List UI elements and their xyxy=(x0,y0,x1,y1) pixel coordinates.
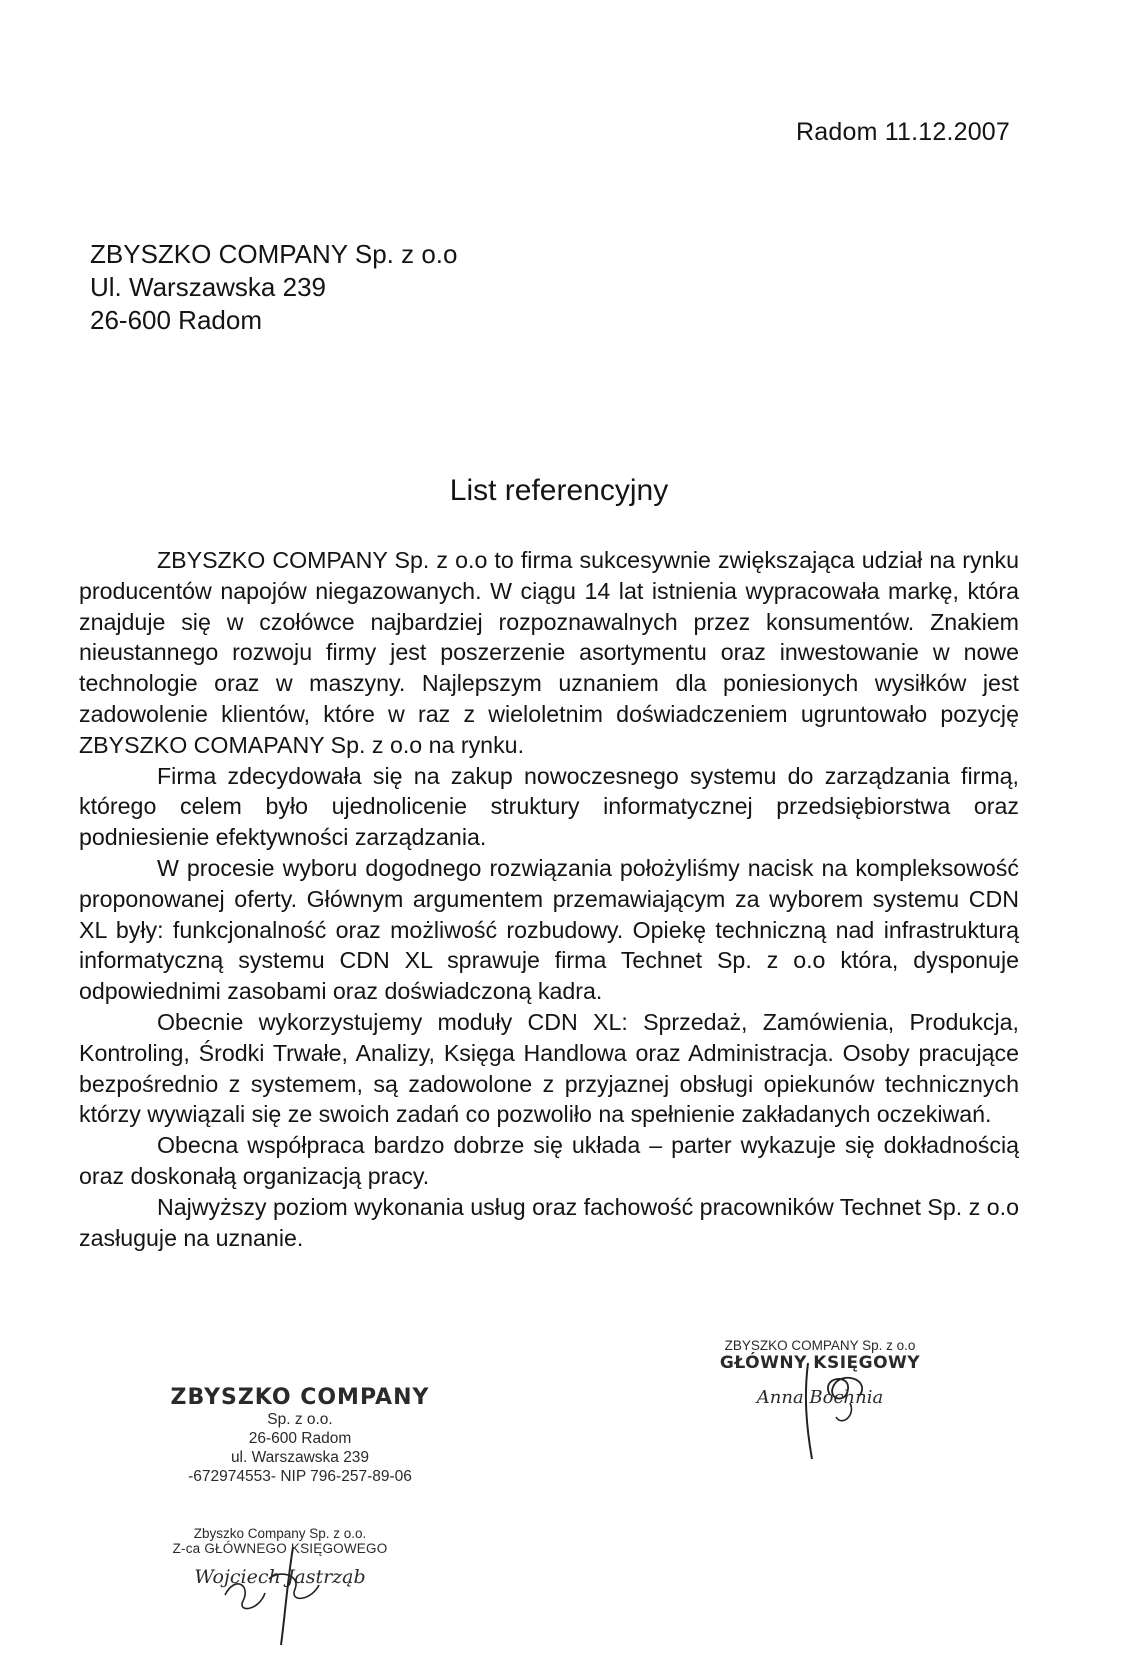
stamp-company-street: ul. Warszawska 239 xyxy=(230,1449,370,1466)
letter-date: Radom 11.12.2007 xyxy=(796,118,1011,146)
stamp-deputy-person: Wojciech Jastrząb xyxy=(194,1566,366,1588)
stamp-company-name: ZBYSZKO COMPANY xyxy=(170,1385,430,1410)
stamp-deputy-company: Zbyszko Company Sp. z o.o. xyxy=(193,1526,367,1541)
letter-body xyxy=(79,545,1019,1253)
body-paragraph: Firma zdecydowała się na zakup nowoczesnego systemu do zarządzania firmą, którego celem było ujednolicenie struktury informatycznej przedsiębiorstwa oraz podniesienie efektywności zarządzania. xyxy=(79,762,1019,851)
stamp-deputy-role: Z-ca GŁÓWNEGO KSIĘGOWEGO xyxy=(172,1541,388,1556)
body-paragraph: ZBYSZKO COMPANY Sp. z o.o to firma sukcesywnie zwiększająca udział na rynku producentów napojów niegazowanych. W ciągu 14 lat istnienia wypracowała markę, która znajduje się w czołówce najbardziej rozpoznawalnych przez konsumentów. Znakiem nieustannego rozwoju firmy jest poszerzenie asortymentu oraz inwestowanie w nowe technologie oraz w maszyny. Najlepszym uznaniem dla poniesionych wysiłków jest zadowolenie klientów, które w raz z wieloletnim doświadczeniem ugruntowało pozycję ZBYSZKO COMAPANY Sp. z o.o na rynku. xyxy=(79,547,1019,758)
body-paragraph: Najwyższy poziom wykonania usług oraz fachowość pracowników Technet Sp. z o.o zasługuje na uznanie. xyxy=(79,1193,1019,1251)
stamp-company-city: 26-600 Radom xyxy=(248,1430,352,1447)
stamp-chief-person: Anna Bochnia xyxy=(756,1387,884,1408)
body-paragraph: Obecnie wykorzystujemy moduły CDN XL: Sprzedaż, Zamówienia, Produkcja, Kontroling, Środki Trwałe, Analizy, Księga Handlowa oraz Administracja. Osoby pracujące bezpośrednio z systemem, są zadowolone z przyjaznej obsługi opiekunów technicznych którzy wywiązali się ze swoich zadań co pozwoliło na spełnienie zakładanych oczekiwań. xyxy=(79,1008,1019,1128)
chief-accountant-signature xyxy=(790,1355,900,1465)
sender-name: ZBYSZKO COMPANY Sp. z o.o xyxy=(90,239,458,269)
stamp-company-form: Sp. z o.o. xyxy=(267,1411,333,1428)
deputy-accountant-signature xyxy=(215,1545,345,1655)
letter-title: List referencyjny xyxy=(449,474,669,507)
stamp-chief-company: ZBYSZKO COMPANY Sp. z o.o xyxy=(724,1338,916,1353)
sender-city: 26-600 Radom xyxy=(90,305,262,335)
sender-address xyxy=(90,238,457,337)
company-stamp xyxy=(150,1385,450,1486)
stamp-chief-role: GŁÓWNY KSIĘGOWY xyxy=(719,1353,921,1373)
sender-street: Ul. Warszawska 239 xyxy=(90,272,326,302)
stamp-company-ids: -672974553- NIP 796-257-89-06 xyxy=(188,1468,412,1485)
body-paragraph: W procesie wyboru dogodnego rozwiązania położyliśmy nacisk na kompleksowość proponowanej oferty. Głównym argumentem przemawiającym za wyborem systemu CDN XL były: funkcjonalność oraz możliwość rozbudowy. Opiekę techniczną nad infrastrukturą informatyczną systemu CDN XL sprawuje firma Technet Sp. z o.o która, dysponuje odpowiednimi zasobami oraz doświadczoną kadra. xyxy=(79,854,1019,1005)
body-paragraph: Obecna współpraca bardzo dobrze się układa – parter wykazuje się dokładnością oraz doskonałą organizacją pracy. xyxy=(79,1132,1019,1189)
